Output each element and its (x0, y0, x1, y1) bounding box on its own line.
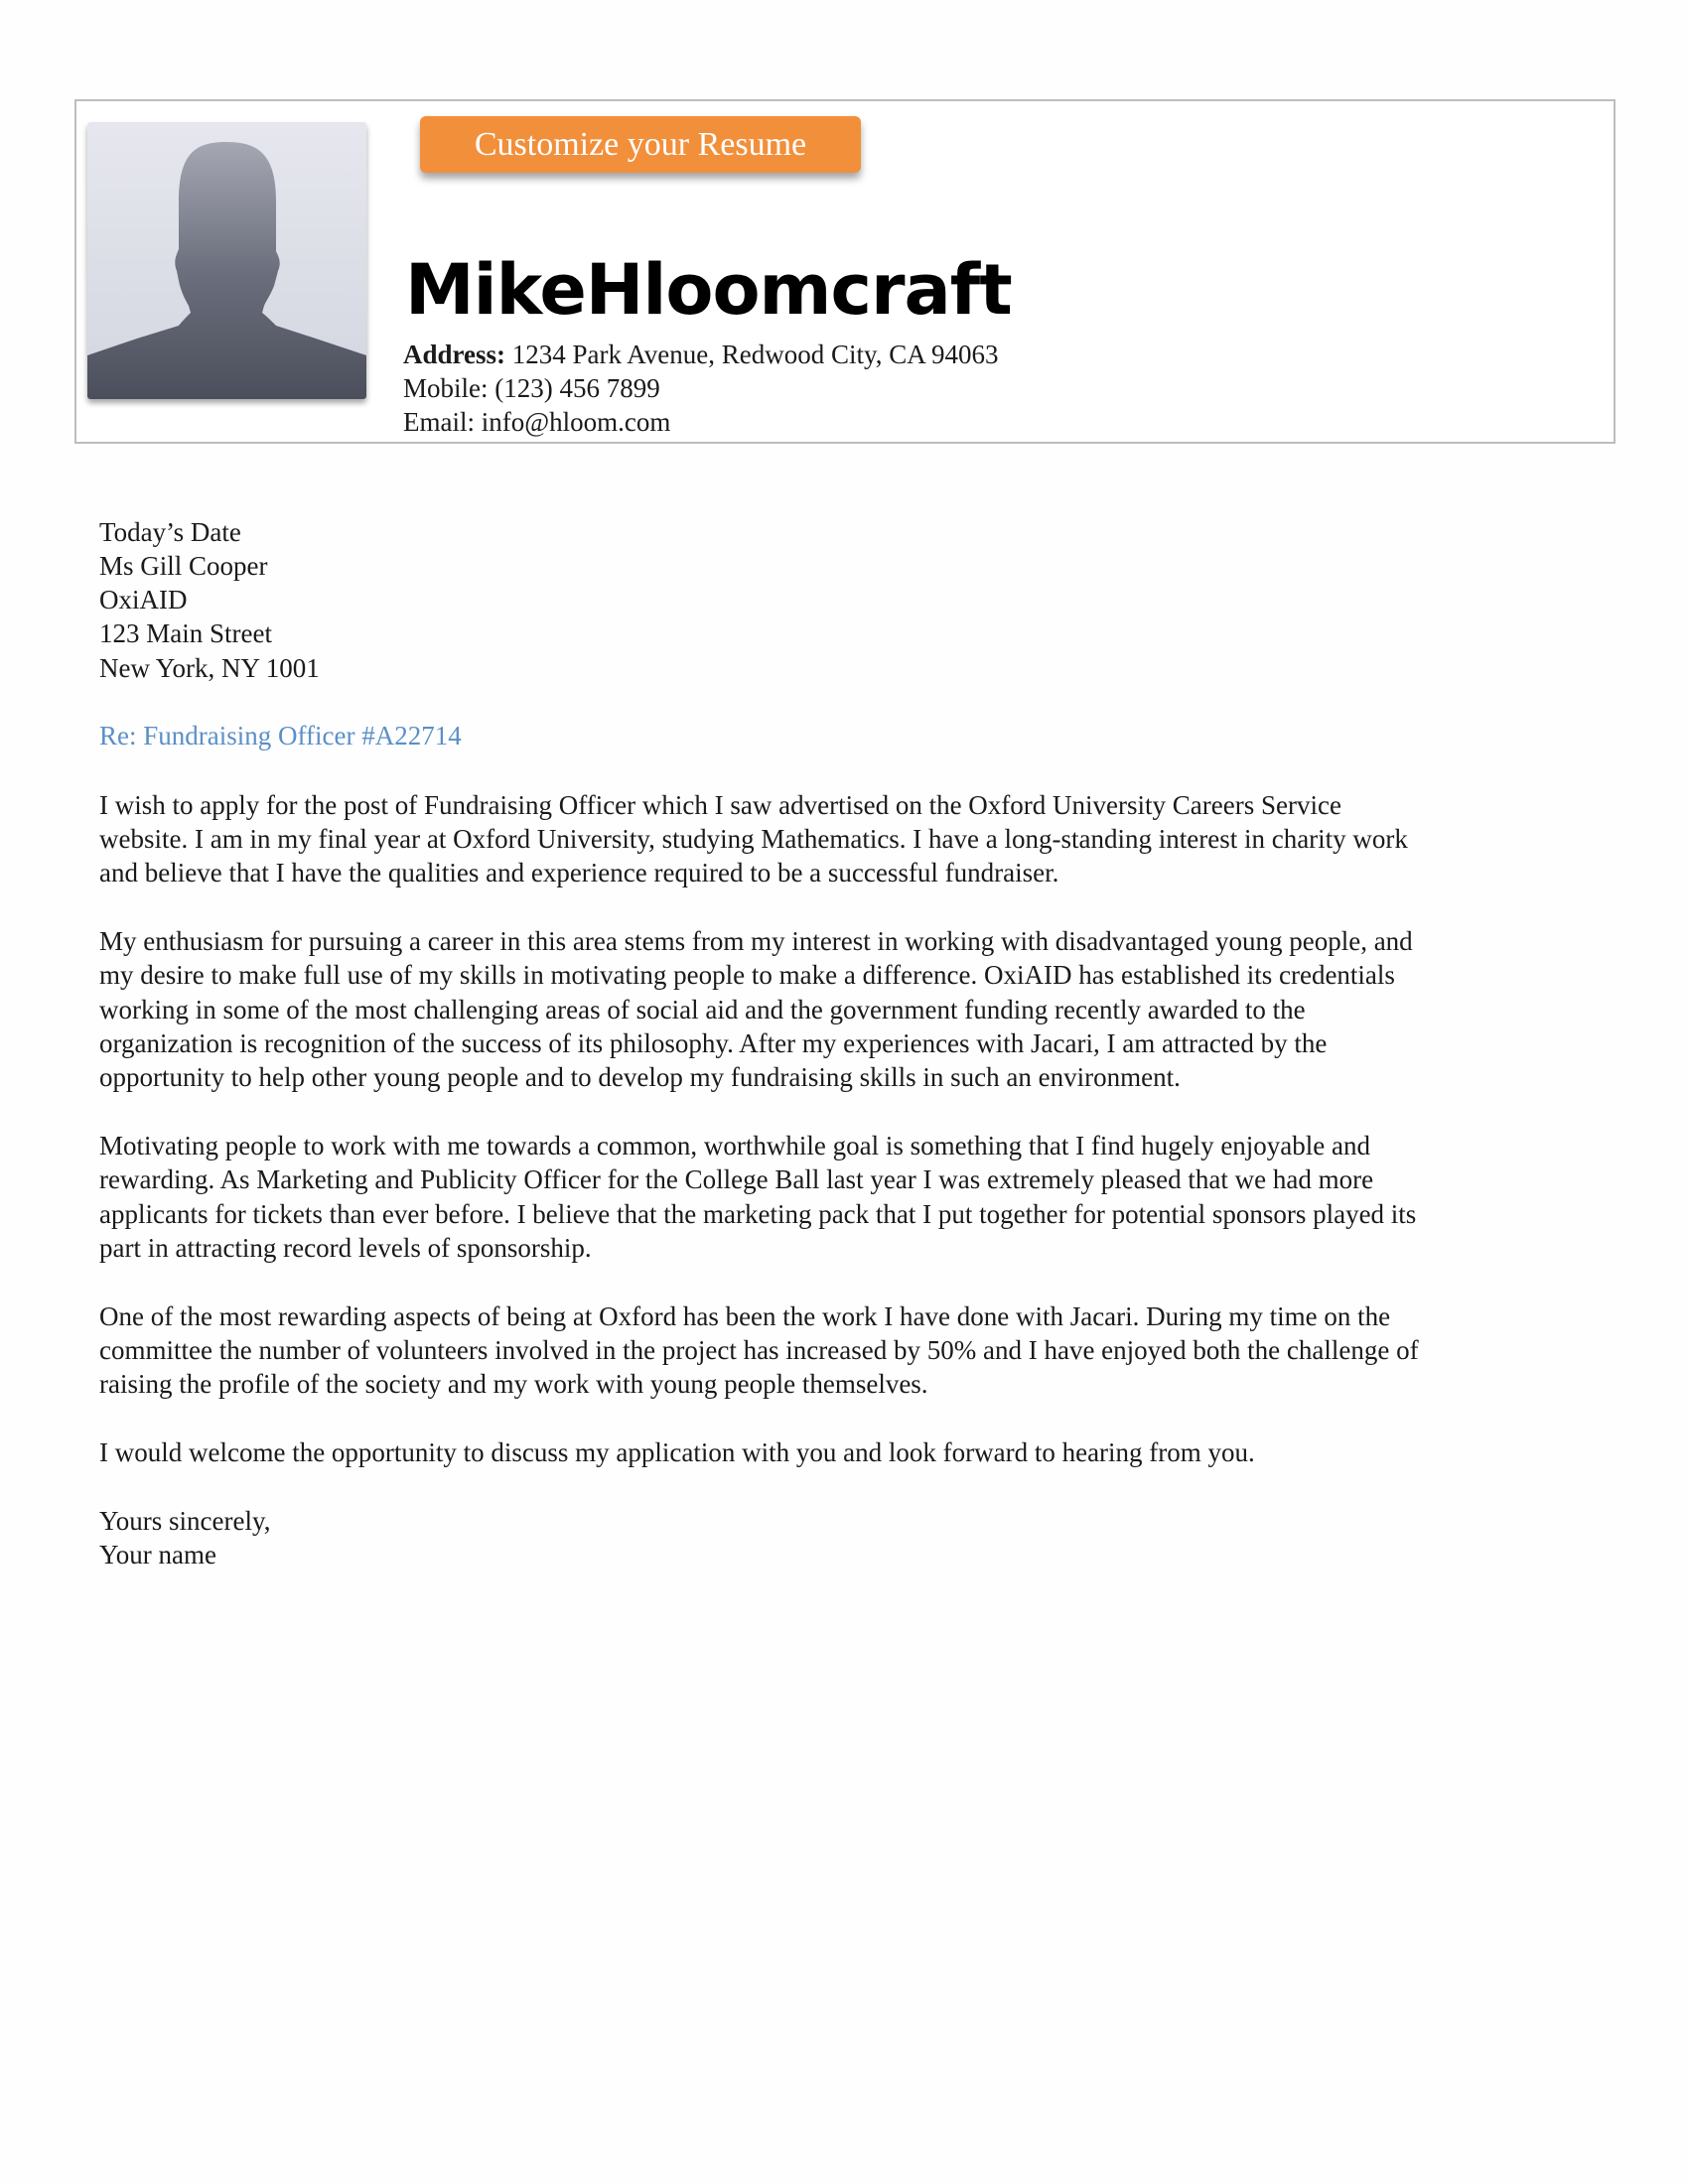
person-silhouette-icon (87, 122, 366, 399)
body-line: part in attracting record levels of sponsorship. (99, 1233, 592, 1263)
body-line: my desire to make full use of my skills in motivating people to make a difference. OxiAID has established its credentials (99, 960, 1395, 990)
profile-photo-placeholder (87, 122, 366, 399)
recipient-street: 123 Main Street (99, 618, 272, 648)
body-line: working in some of the most challenging areas of social aid and the government funding recently awarded to the (99, 995, 1306, 1024)
body-line: committee the number of volunteers involved in the project has increased by 50% and I have enjoyed both the challenge of (99, 1335, 1419, 1365)
address-value: 1234 Park Avenue, Redwood City, CA 94063 (511, 340, 999, 369)
address-label: Address: (403, 340, 506, 369)
body-line: opportunity to help other young people and to develop my fundraising skills in such an environment. (99, 1062, 1181, 1092)
recipient-company: OxiAID (99, 585, 188, 614)
body-line: My enthusiasm for pursuing a career in this area stems from my interest in working with disadvantaged young people, and (99, 926, 1413, 956)
recipient-city: New York, NY 1001 (99, 653, 320, 683)
address-line (403, 338, 999, 371)
applicant-name: MikeHloomcraft (405, 249, 1012, 331)
body-line: raising the profile of the society and my work with young people themselves. (99, 1369, 928, 1399)
body-line: I would welcome the opportunity to discuss my application with you and look forward to hearing from you. (99, 1437, 1255, 1467)
body-line: Motivating people to work with me towards a common, worthwhile goal is something that I find hugely enjoyable and (99, 1131, 1371, 1160)
body-line: One of the most rewarding aspects of being at Oxford has been the work I have done with Jacari. During my time on the (99, 1301, 1391, 1331)
customize-resume-button[interactable]: Customize your Resume (420, 116, 861, 173)
closing-salutation: Yours sincerely, (99, 1506, 271, 1536)
subject-line: Re: Fundraising Officer #A22714 (99, 721, 462, 751)
body-line: rewarding. As Marketing and Publicity Officer for the College Ball last year I was extremely pleased that we had more (99, 1164, 1374, 1194)
body-line: applicants for tickets than ever before. I believe that the marketing pack that I put together for potential sponsors played its (99, 1199, 1417, 1229)
recipient-name: Ms Gill Cooper (99, 551, 268, 581)
body-line: website. I am in my final year at Oxford University, studying Mathematics. I have a long-standing interest in charity work (99, 824, 1408, 854)
email-line: Email: info@hloom.com (403, 407, 671, 437)
body-line: I wish to apply for the post of Fundraising Officer which I saw advertised on the Oxford University Careers Service (99, 790, 1341, 820)
body-line: and believe that I have the qualities and experience required to be a successful fundraiser. (99, 858, 1059, 887)
signature-name: Your name (99, 1540, 217, 1570)
letter-date: Today’s Date (99, 517, 241, 547)
mobile-line: Mobile: (123) 456 7899 (403, 373, 660, 403)
body-line: organization is recognition of the success of its philosophy. After my experiences with Jacari, I am attracted by the (99, 1028, 1328, 1058)
